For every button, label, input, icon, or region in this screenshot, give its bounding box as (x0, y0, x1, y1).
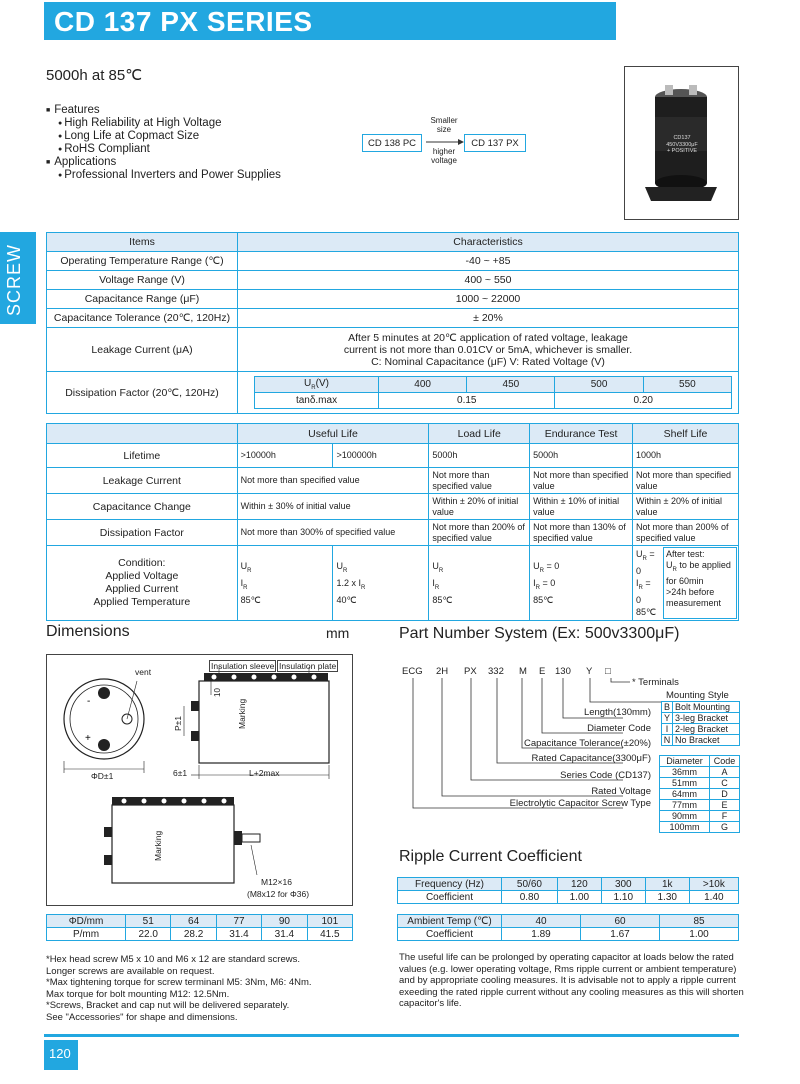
table-row (660, 789, 740, 800)
after-test-line: After test: (666, 549, 705, 559)
cell: B (662, 702, 673, 713)
table-row (47, 520, 739, 546)
flow-label: size (436, 125, 452, 134)
cell: 77mm (660, 800, 710, 811)
row-value: -40 ~ +85 (238, 252, 739, 271)
features-heading: ■ Features (46, 104, 281, 117)
cell: 1k (645, 878, 689, 891)
condition-value: = 0 (636, 577, 651, 605)
cell: 1.30 (645, 891, 689, 904)
part-code: PX (464, 666, 477, 677)
condition-value: = 0 (636, 549, 655, 576)
table-row (398, 878, 739, 891)
condition-value: = 0 (540, 577, 556, 588)
column-header: Shelf Life (633, 424, 739, 444)
note-line: Max torque for bolt mounting M12: 12.5Nm. (46, 988, 230, 1000)
cell: Coefficient (398, 928, 502, 941)
table-row (662, 713, 740, 724)
cell: Coefficient (398, 891, 502, 904)
table-row (662, 735, 740, 746)
product-label-line: 450V3300μF (666, 141, 698, 148)
side-tab (0, 232, 36, 324)
cell: 36mm (660, 767, 710, 778)
part-code: ECG (402, 666, 423, 677)
tan-delta-value: 0.15 (379, 393, 555, 409)
ur-unit: (V) (315, 378, 329, 389)
cell: 31.4 (216, 928, 261, 941)
table-row (47, 372, 739, 414)
part-code: 2H (436, 666, 449, 677)
cell: N (662, 735, 673, 746)
cell: G (709, 822, 739, 833)
cell: Not more than specified value (429, 468, 530, 494)
row-value: 1000 ~ 22000 (238, 290, 739, 309)
table-row (47, 252, 739, 271)
page-number: 120 (44, 1040, 78, 1070)
condition-value: I (636, 577, 639, 588)
table-row (47, 928, 353, 941)
cell: 31.4 (262, 928, 307, 941)
part-desc: Electrolytic Capacitor Screw Type (509, 798, 651, 809)
ripple-title: Ripple Current Coefficient (399, 848, 582, 865)
table-row (47, 271, 739, 290)
condition-value: U (533, 561, 540, 571)
label-p: P±1 (173, 715, 183, 731)
table-row (47, 468, 739, 494)
cell: 28.2 (171, 928, 216, 941)
condition-value: 40℃ (336, 594, 357, 605)
row-label: Leakage Current (47, 468, 238, 494)
condition-label: Applied Current (105, 582, 179, 595)
part-code: Y (586, 666, 593, 677)
ur-subscript: R (311, 385, 316, 391)
cell: I (662, 724, 673, 735)
cell: Diameter (660, 756, 710, 767)
dimension-notes (46, 954, 312, 1023)
after-test-line: to be applied (676, 560, 731, 570)
part-number-title: Part Number System (Ex: 500v3300μF) (399, 625, 680, 642)
feature-item: ● RoHS Compliant (46, 143, 281, 156)
table-row (662, 702, 740, 713)
flow-box-cd138pc: CD 138 PC (362, 134, 422, 152)
row-value: 400 ~ 550 (238, 271, 739, 290)
part-desc: Rated Voltage (591, 786, 651, 797)
application-item: ● Professional Inverters and Power Supplies (46, 169, 281, 182)
label-insulation-plate: Insulation plate (279, 661, 337, 671)
product-label-line: CD137 (673, 135, 691, 141)
condition-label: Applied Voltage (105, 569, 179, 582)
cell: Within ± 20% of initial value (633, 494, 739, 520)
after-test-line: >24h before (666, 586, 715, 597)
leakage-text: current is not more than 0.01CV or 5mA, whichever is smaller. (343, 343, 633, 356)
cell: 77 (216, 915, 261, 928)
table-row (660, 778, 740, 789)
cell: 1.67 (581, 928, 660, 941)
cell: >10k (689, 878, 738, 891)
table-row (660, 822, 740, 833)
cell: E (709, 800, 739, 811)
condition-value: = 0 (544, 561, 560, 571)
cell: A (709, 767, 739, 778)
row-label: Lifetime (47, 444, 238, 468)
subscript: R (642, 555, 647, 562)
cell: ΦD/mm (47, 915, 126, 928)
cell: Within ± 30% of initial value (237, 494, 429, 520)
table-row (47, 546, 739, 621)
cell: 90 (262, 915, 307, 928)
cell: Code (709, 756, 739, 767)
cell: No Bracket (673, 735, 740, 746)
table-row (47, 915, 353, 928)
after-test-line: measurement (666, 597, 722, 608)
voltage-col: 500 (555, 377, 643, 393)
cell: Not more than 200% of specified value (429, 520, 530, 546)
table-row (398, 891, 739, 904)
cell: 2-leg Bracket (673, 724, 740, 735)
flow-box-cd137px: CD 137 PX (464, 134, 526, 152)
subscript: R (672, 566, 677, 573)
condition-value: 85℃ (240, 594, 261, 605)
side-tab-label: SCREW (4, 244, 24, 316)
part-desc: Length(130mm) (583, 707, 651, 718)
cell: 60 (581, 915, 660, 928)
ripple-note: The useful life can be prolonged by operating capacitor at loads below the rated values (e.g. lower operating voltage, Rms ripple current or ambient temperature) and by appropriate cooling measures. It is advisable not to apply a ripple current exeeding the rated ripple current without any cooling measures as this will shorten capacitor's life. (399, 952, 744, 1009)
cell: 1000h (633, 444, 739, 468)
after-test-line: U (666, 560, 673, 570)
label-m8: (M8x12 for Φ36) (247, 889, 310, 899)
subscript: R (360, 584, 366, 591)
cell: 64 (171, 915, 216, 928)
cell: Y (662, 713, 673, 724)
table-row (47, 328, 739, 372)
flow-label: Smaller (430, 116, 458, 125)
condition-value: U (636, 549, 643, 559)
row-label: Operating Temperature Range (℃) (47, 252, 238, 271)
cell: 100mm (660, 822, 710, 833)
cell: 64mm (660, 789, 710, 800)
note-line: *Hex head screw M5 x 10 and M6 x 12 are standard screws. (46, 954, 300, 965)
dimensions-title: Dimensions (46, 623, 130, 640)
row-label: Capacitance Tolerance (20℃, 120Hz) (47, 309, 238, 328)
subscript: R (342, 567, 348, 574)
condition-value: 85℃ (533, 594, 554, 605)
condition-value: U (432, 561, 439, 571)
row-label: Dissipation Factor (20℃, 120Hz) (47, 372, 238, 414)
series-flow-diagram (360, 114, 530, 170)
label-insulation-sleeve: Insulation sleeve (211, 661, 275, 671)
specification-table (46, 232, 739, 414)
table-row (398, 928, 739, 941)
terminals-label: * Terminals (632, 677, 679, 688)
cell: Not more than 130% of specified value (530, 520, 633, 546)
table-row (660, 800, 740, 811)
note-line: See "Accessories" for shape and dimensions. (46, 1011, 238, 1023)
label-vent: vent (135, 667, 152, 677)
table-row (47, 309, 739, 328)
condition-label: Condition: (118, 556, 166, 569)
note-line: *Max tightening torque for screw terminanl M5: 3Nm, M6: 4Nm. (46, 977, 312, 988)
flow-label: voltage (431, 156, 457, 165)
row-value: ± 20% (238, 309, 739, 328)
cell: Bolt Mounting (673, 702, 740, 713)
cell: D (709, 789, 739, 800)
flow-label: higher (432, 147, 456, 156)
label-6: 6±1 (173, 768, 188, 778)
part-desc: Diameter Code (587, 723, 651, 734)
part-number-diagram (398, 660, 743, 830)
ur-symbol: U (304, 378, 312, 389)
after-test-line: for 60min (666, 575, 704, 586)
row-label: Voltage Range (V) (47, 271, 238, 290)
part-desc: Rated Capacitance(3300μF) (531, 753, 651, 764)
column-header: Items (47, 233, 238, 252)
condition-value: 85℃ (636, 606, 657, 617)
cell: 5000h (530, 444, 633, 468)
cell: >100000h (333, 444, 429, 468)
voltage-col: 550 (643, 377, 731, 393)
subscript: R (434, 584, 440, 591)
cell: Not more than specified value (237, 468, 429, 494)
row-label: Leakage Current (μA) (47, 328, 238, 372)
cell: 41.5 (307, 928, 352, 941)
column-header: Endurance Test (530, 424, 633, 444)
subscript: R (539, 567, 544, 574)
note-line: *Screws, Bracket and cap nut will be delivered separately. (46, 1000, 290, 1011)
cell: 51 (126, 915, 171, 928)
dimensions-unit: mm (326, 625, 350, 641)
condition-value: U (336, 561, 343, 571)
subscript: R (535, 584, 541, 591)
leakage-text: After 5 minutes at 20℃ application of rated voltage, leakage (348, 331, 628, 344)
svg-text:-: - (87, 696, 91, 707)
table-row (47, 494, 739, 520)
column-header: Load Life (429, 424, 530, 444)
leakage-text: C: Nominal Capacitance (μF) V: Rated Voltage (V) (371, 355, 605, 368)
row-label: Capacitance Change (47, 494, 238, 520)
cell: P/mm (47, 928, 126, 941)
cell: F (709, 811, 739, 822)
label-m12: M12×16 (261, 877, 292, 887)
product-photo (624, 66, 739, 220)
subscript: R (638, 584, 643, 591)
feature-item: ● Long Life at Copmact Size (46, 130, 281, 143)
cell: C (709, 778, 739, 789)
cell: 101 (307, 915, 352, 928)
table-row (660, 811, 740, 822)
subscript: R (247, 567, 252, 574)
cell: 50/60 (502, 878, 558, 891)
label-phi-d: ΦD±1 (91, 771, 114, 781)
row-label: Dissipation Factor (47, 520, 238, 546)
life-rating: 5000h at 85℃ (46, 67, 143, 84)
part-code: E (539, 666, 546, 677)
dimension-drawing (46, 654, 353, 906)
subscript: R (243, 584, 248, 591)
svg-text:+: + (85, 733, 91, 744)
condition-value: U (240, 561, 248, 571)
mounting-style-label: Mounting Style (666, 690, 729, 701)
series-title: CD 137 PX SERIES (44, 2, 616, 40)
label-10: 10 (213, 688, 222, 697)
cell: 51mm (660, 778, 710, 789)
table-row (660, 767, 740, 778)
cell: 1.40 (689, 891, 738, 904)
diameter-pitch-table (46, 914, 353, 941)
cell: 1.10 (601, 891, 645, 904)
cell: Not more than 200% of specified value (633, 520, 739, 546)
label-marking-bottom: Marking (153, 830, 163, 861)
cell: 40 (502, 915, 581, 928)
condition-value: I (432, 577, 435, 588)
part-code: □ (605, 666, 611, 677)
part-desc: Series Code (CD137) (560, 770, 651, 781)
mounting-style-table (661, 701, 740, 746)
condition-value: I (240, 577, 244, 588)
after-test-note (663, 547, 737, 619)
cell: 1.89 (502, 928, 581, 941)
table-row (398, 915, 739, 928)
feature-item: ● High Reliability at High Voltage (46, 117, 281, 130)
table-row (662, 724, 740, 735)
frequency-coefficient-table (397, 877, 739, 904)
temperature-coefficient-table (397, 914, 739, 941)
column-header: Characteristics (238, 233, 739, 252)
cell: >10000h (237, 444, 333, 468)
footer-rule (44, 1034, 739, 1037)
cell: Not more than 300% of specified value (237, 520, 429, 546)
cell: 120 (557, 878, 601, 891)
cell: 3-leg Bracket (673, 713, 740, 724)
part-code: 332 (488, 666, 504, 677)
part-code: M (519, 666, 527, 677)
condition-value: 1.2 x I (336, 577, 361, 588)
label-l2: L+2max (249, 768, 280, 778)
dissipation-factor-table (254, 376, 732, 409)
cell: Within ± 10% of initial value (530, 494, 633, 520)
cell: 0.80 (502, 891, 558, 904)
cell: 90mm (660, 811, 710, 822)
part-code: 130 (555, 666, 571, 677)
cell: Not more than specified value (530, 468, 633, 494)
row-label: Capacitance Range (μF) (47, 290, 238, 309)
tan-delta-value: 0.20 (555, 393, 732, 409)
voltage-col: 400 (379, 377, 467, 393)
cell: 22.0 (126, 928, 171, 941)
cell: 85 (660, 915, 739, 928)
features-list (46, 104, 281, 182)
cell: 1.00 (660, 928, 739, 941)
tan-delta-label: tanδ.max (255, 393, 379, 409)
voltage-col: 450 (467, 377, 555, 393)
applications-heading: ■ Applications (46, 156, 281, 169)
product-label-line: + POSITIVE (666, 148, 698, 154)
cell: Ambient Temp (℃) (398, 915, 502, 928)
condition-value: I (533, 577, 536, 588)
table-row (47, 444, 739, 468)
cell: Within ± 20% of initial value (429, 494, 530, 520)
life-test-table (46, 423, 739, 621)
cell: Not more than specified value (633, 468, 739, 494)
part-desc: Capacitance Tolerance(±20%) (523, 738, 651, 749)
condition-label: Applied Temperature (93, 595, 191, 608)
subscript: R (438, 567, 444, 574)
note-line: Longer screws are available on request. (46, 965, 215, 977)
cell: 300 (601, 878, 645, 891)
label-marking: Marking (237, 698, 247, 729)
cell: 1.00 (557, 891, 601, 904)
column-header: Useful Life (237, 424, 429, 444)
cell: 5000h (429, 444, 530, 468)
cell: Frequency (Hz) (398, 878, 502, 891)
blank-header (47, 424, 238, 444)
table-row (47, 290, 739, 309)
condition-value: 85℃ (432, 594, 453, 605)
diameter-code-table (659, 755, 740, 833)
